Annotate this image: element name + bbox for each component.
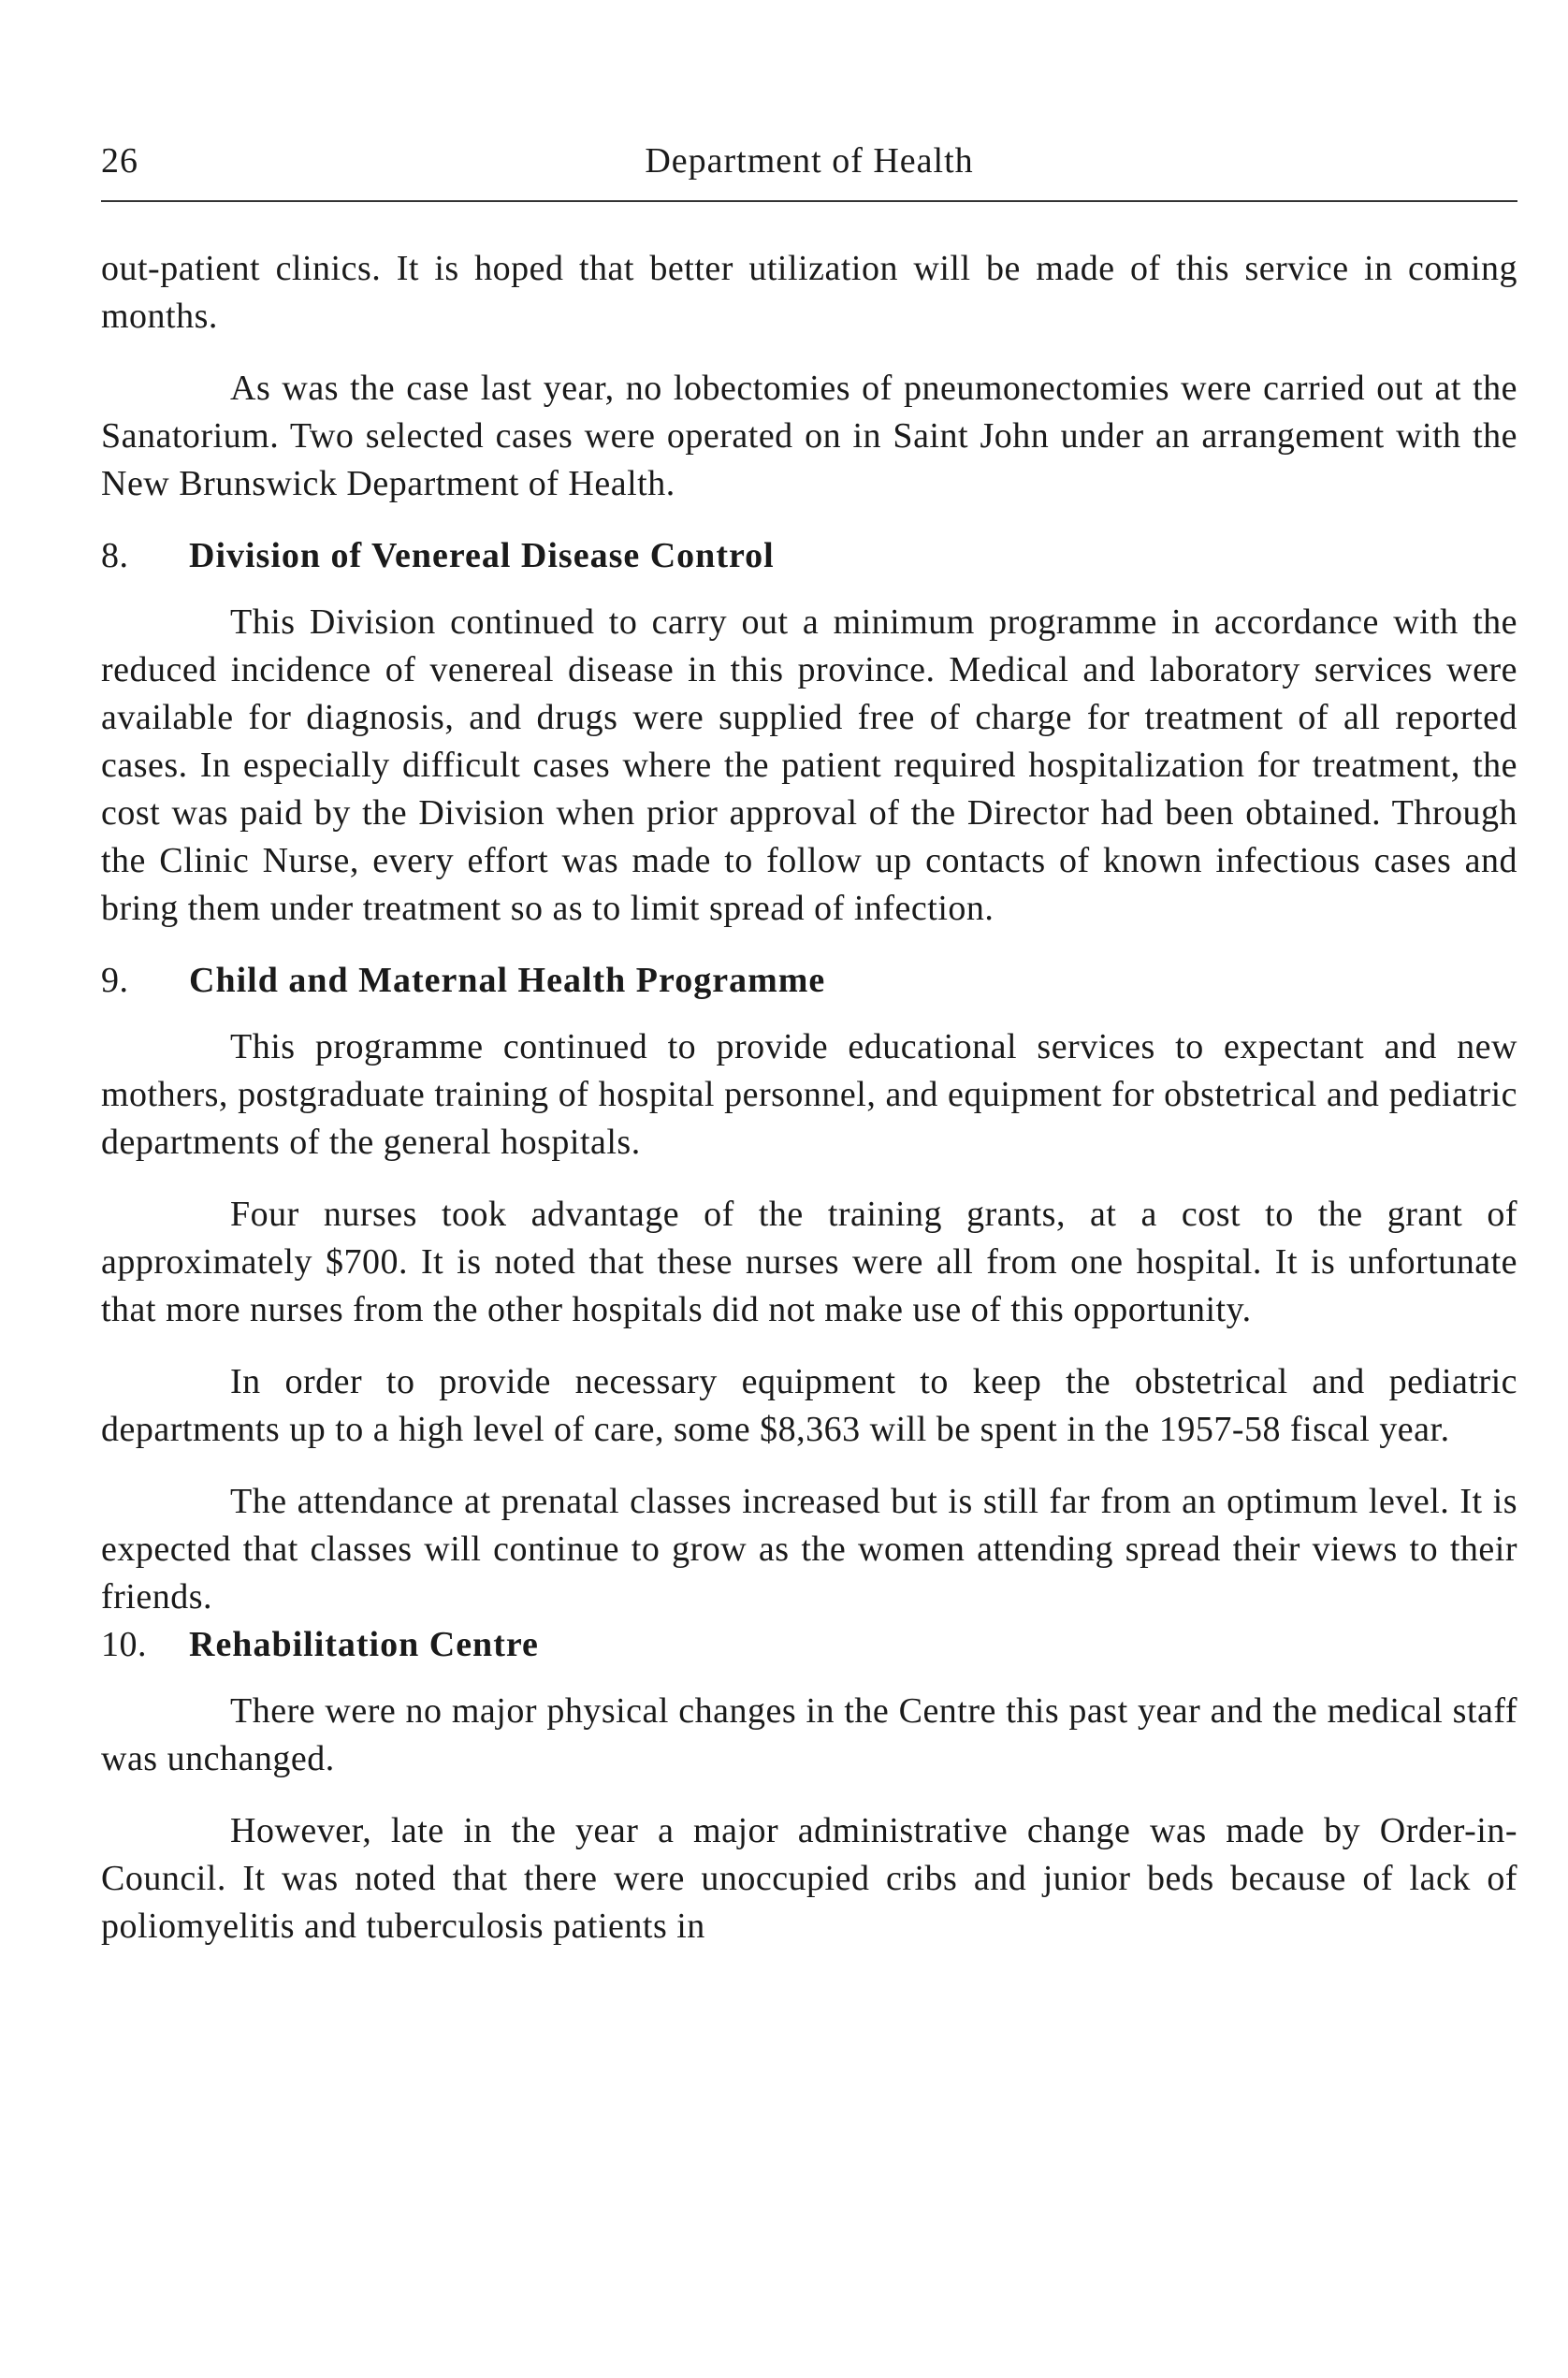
paragraph: This programme continued to provide educational services to expectant and new mothers, postgraduate training of hospital personnel, and equipment for obstetrical and pediatric departments of the general hospitals. [101,1027,1517,1162]
paragraph: The attendance at prenatal classes increased but is still far from an optimum level. It is expected that classes will continue to grow as the women attending spread their views to their friends. [101,1482,1517,1617]
paragraph: However, late in the year a major administrative change was made by Order-in-Council. It was noted that there were unoccupied cribs and junior beds because of lack of poliomyelitis and tuberculosis patients in [101,1811,1517,1946]
section-heading-9 [101,957,1517,1005]
paragraph: This Division continued to carry out a minimum programme in accordance with the reduced incidence of venereal disease in this province. Medical and laboratory services were available for diagnosis, and drugs were supplied free of charge for treatment of all reported cases. In especially difficult cases where the patient required hospitalization for treatment, the cost was paid by the Division when prior approval of the Director had been obtained. Through the Clinic Nurse, every effort was made to follow up contacts of known infectious cases and bring them under treatment so as to limit spread of infection. [101,602,1517,928]
page-number: 26 [101,141,138,181]
paragraph: As was the case last year, no lobectomies of pneumonectomies were carried out at the Sanatorium. Two selected cases were operated on in Saint John under an arrangement with the New Brunswick Department of Health. [101,369,1517,503]
paragraph: There were no major physical changes in the Centre this past year and the medical staff was unchanged. [101,1691,1517,1778]
section-number: 9. [101,961,129,1000]
page-header [101,140,1517,196]
section-number: 8. [101,536,129,575]
section-title: Rehabilitation Centre [189,1625,539,1664]
header-rule [101,200,1517,202]
paragraph: Four nurses took advantage of the training grants, at a cost to the grant of approximately $700. It is noted that these nurses were all from one hospital. It is unfortunate that more nurses from the other hospitals did not make use of this opportunity. [101,1195,1517,1329]
section-title: Division of Venereal Disease Control [189,536,775,575]
body-text [101,245,1517,1950]
paragraph: In order to provide necessary equipment to keep the obstetrical and pediatric departments up to a high level of care, some $8,363 will be spent in the 1957-58 fiscal year. [101,1362,1517,1449]
running-title: Department of Health [645,141,974,181]
section-number: 10. [101,1625,147,1664]
section-heading-10 [101,1621,1517,1669]
section-heading-8 [101,532,1517,580]
paragraph: out-patient clinics. It is hoped that better utilization will be made of this service in coming months. [101,249,1517,336]
section-title: Child and Maternal Health Programme [189,961,826,1000]
